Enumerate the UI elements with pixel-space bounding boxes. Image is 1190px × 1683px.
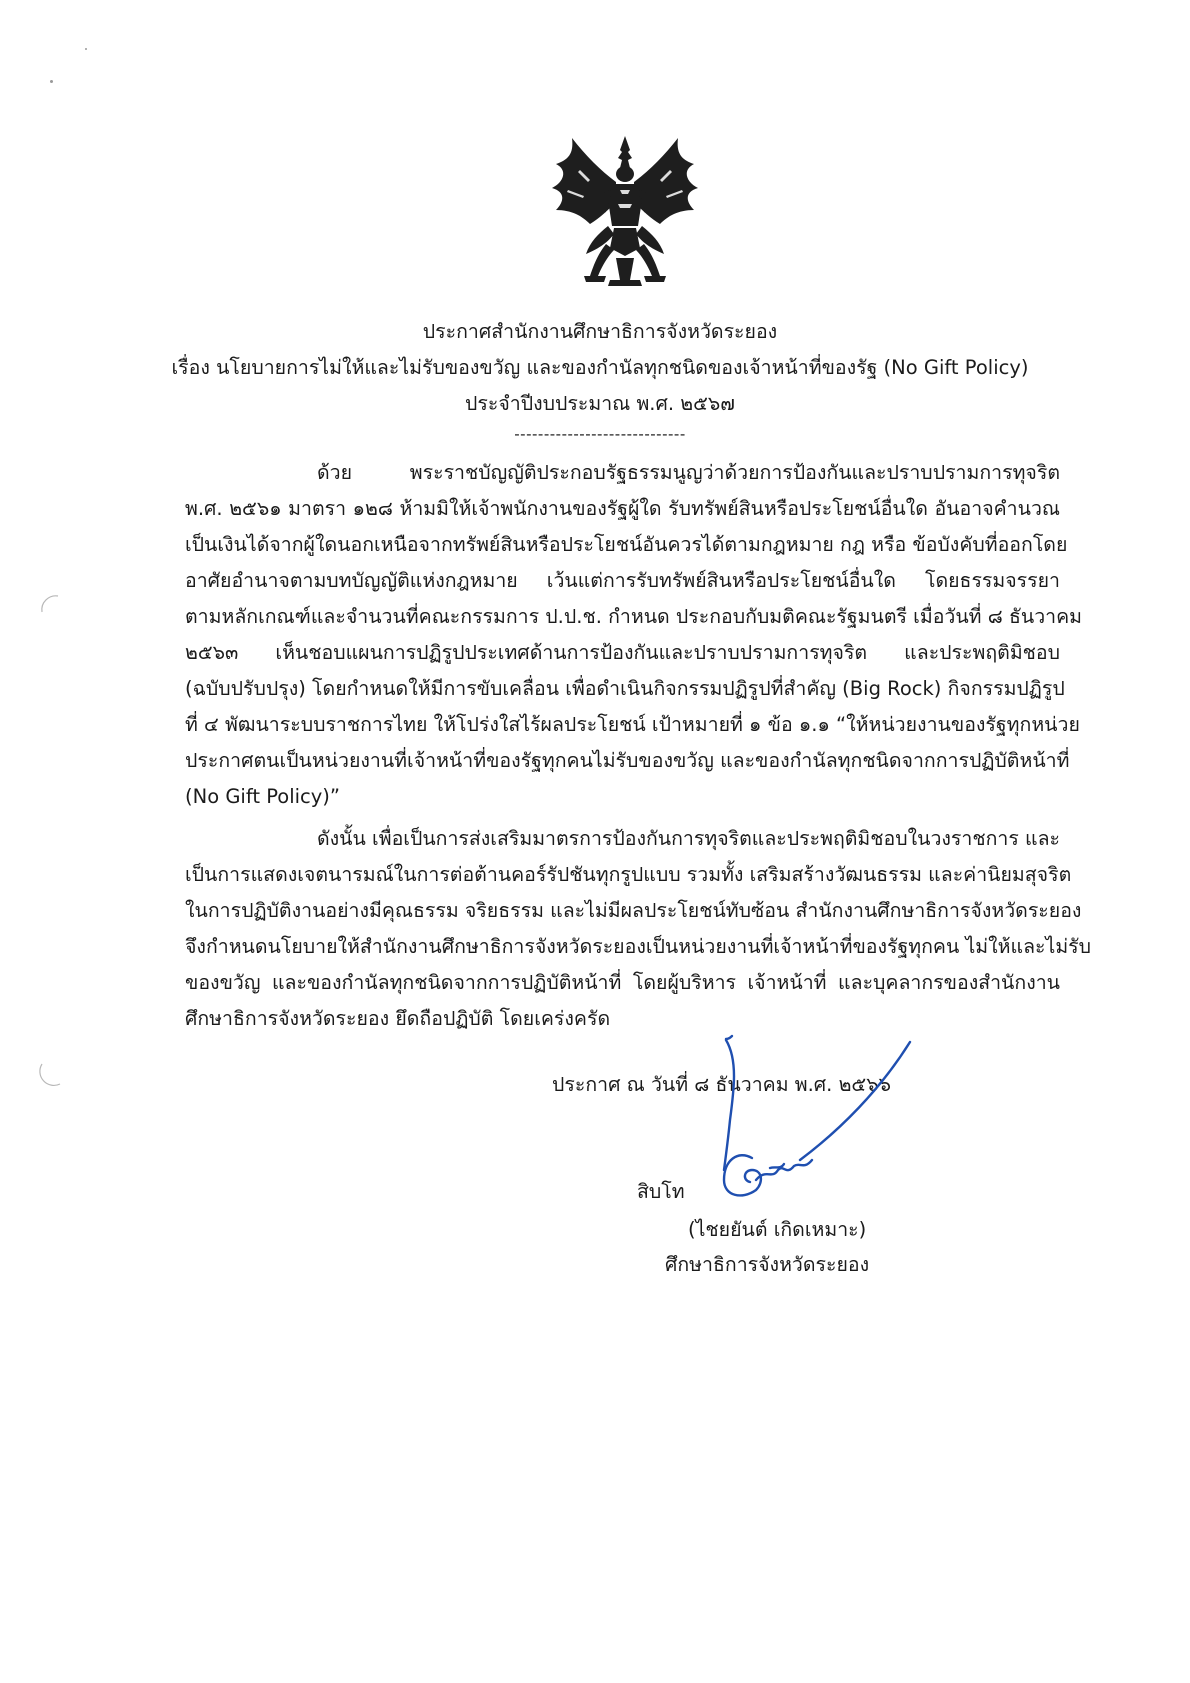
paragraph-line: ของขวัญ และของกำนัลทุกชนิดจากการปฏิบัติหน้าที่ โดยผู้บริหาร เจ้าหน้าที่ และบุคลากรของสำนักงาน [185, 971, 1060, 994]
punch-hole-mark-icon [38, 1058, 68, 1088]
paragraph-line: พ.ศ. ๒๕๖๑ มาตรา ๑๒๘ ห้ามมิให้เจ้าพนักงานของรัฐผู้ใด รับทรัพย์สินหรือประโยชน์อื่นใด อันอาจคำนวณ [185, 497, 1060, 520]
paragraph-line: ดังนั้น เพื่อเป็นการส่งเสริมมาตรการป้องกันการทุจริตและประพฤติมิชอบในวงราชการ และ [317, 827, 1060, 850]
scan-speck [50, 80, 53, 83]
announcement-issuer: ประกาศสำนักงานศึกษาธิการจังหวัดระยอง [422, 320, 778, 343]
paragraph-line: ด้วย พระราชบัญญัติประกอบรัฐธรรมนูญว่าด้วยการป้องกันและปราบปรามการทุจริต [317, 461, 1060, 484]
punch-hole-mark-icon [38, 594, 68, 624]
announcement-date: ประกาศ ณ วันที่ ๘ ธันวาคม พ.ศ. ๒๕๖๖ [552, 1073, 891, 1096]
paragraph-line: เป็นการแสดงเจตนารมณ์ในการต่อต้านคอร์รัปชันทุกรูปแบบ รวมทั้ง เสริมสร้างวัฒนธรรม และค่านิยมสุจริต [185, 863, 1072, 886]
paragraph-line: (ฉบับปรับปรุง) โดยกำหนดให้มีการขับเคลื่อน เพื่อดำเนินกิจกรรมปฏิรูปที่สำคัญ (Big Rock) กิจกรรมปฏิรูป [185, 677, 1065, 700]
signer-name: (ไชยยันต์ เกิดเหมาะ) [688, 1218, 867, 1241]
paragraph-line: ศึกษาธิการจังหวัดระยอง ยึดถือปฏิบัติ โดยเคร่งครัด [185, 1007, 611, 1030]
garuda-emblem-icon [550, 130, 700, 290]
paragraph-line: ในการปฏิบัติงานอย่างมีคุณธรรม จริยธรรม และไม่มีผลประโยชน์ทับซ้อน สำนักงานศึกษาธิการจังหวัดระยอง [185, 899, 1082, 922]
header-divider: ----------------------------- [514, 425, 686, 443]
announcement-subject: เรื่อง นโยบายการไม่ให้และไม่รับของขวัญ และของกำนัลทุกชนิดของเจ้าหน้าที่ของรัฐ (No Gift Policy) [171, 356, 1029, 379]
paragraph-line: ที่ ๔ พัฒนาระบบราชการไทย ให้โปร่งใสไร้ผลประโยชน์ เป้าหมายที่ ๑ ข้อ ๑.๑ “ให้หน่วยงานของรัฐทุกหน่วย [185, 713, 1080, 736]
paragraph-line: เป็นเงินได้จากผู้ใดนอกเหนือจากทรัพย์สินหรือประโยชน์อันควรได้ตามกฎหมาย กฎ หรือ ข้อบังคับที่ออกโดย [185, 533, 1068, 556]
paragraph-line: ตามหลักเกณฑ์และจำนวนที่คณะกรรมการ ป.ป.ช. กำหนด ประกอบกับมติคณะรัฐมนตรี เมื่อวันที่ ๘ ธันวาคม [185, 605, 1083, 628]
handwritten-signature [700, 1030, 920, 1215]
scan-speck [85, 48, 87, 50]
paragraph-line: จึงกำหนดนโยบายให้สำนักงานศึกษาธิการจังหวัดระยองเป็นหน่วยงานที่เจ้าหน้าที่ของรัฐทุกคน ไม่ให้และไม่รับ [185, 935, 1092, 958]
signed-rank: สิบโท [637, 1180, 685, 1203]
paragraph-line: (No Gift Policy)” [185, 785, 341, 808]
fiscal-year: ประจำปีงบประมาณ พ.ศ. ๒๕๖๗ [465, 392, 735, 415]
signer-title: ศึกษาธิการจังหวัดระยอง [665, 1253, 870, 1276]
paragraph-line: ประกาศตนเป็นหน่วยงานที่เจ้าหน้าที่ของรัฐทุกคนไม่รับของขวัญ และของกำนัลทุกชนิดจากการปฏิบัติหน้าที่ [185, 749, 1070, 772]
paragraph-line: อาศัยอำนาจตามบทบัญญัติแห่งกฎหมาย เว้นแต่การรับทรัพย์สินหรือประโยชน์อื่นใด โดยธรรมจรรยา [185, 569, 1060, 592]
paragraph-line: ๒๕๖๓ เห็นชอบแผนการปฏิรูปประเทศด้านการป้องกันและปราบปรามการทุจริต และประพฤติมิชอบ [185, 641, 1060, 664]
